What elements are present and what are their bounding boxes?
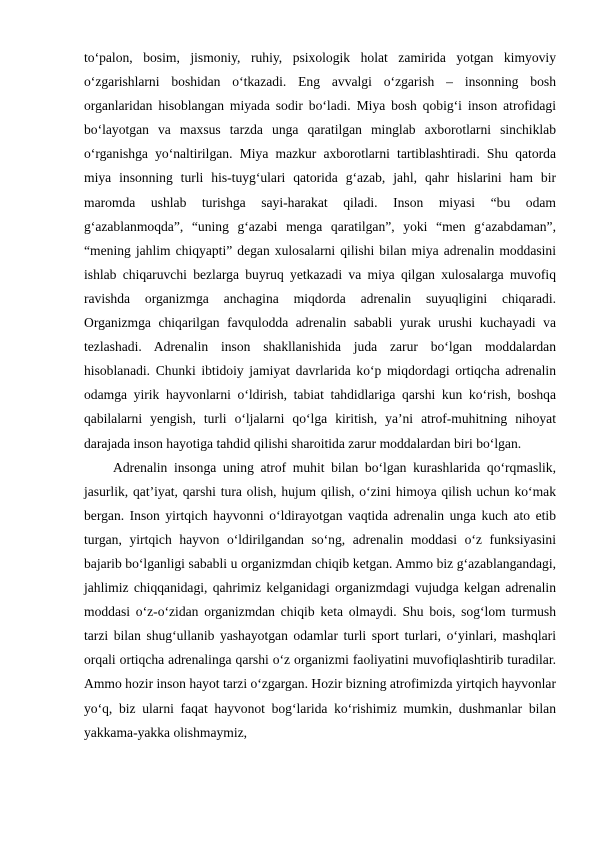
paragraph-1: to‘palon, bosim, jismoniy, ruhiy, psixologik holat zamirida yotgan kimyoviy o‘zgarishlarni boshidan o‘tkazadi. Eng avvalgi o‘zgarish – insonning bosh organlaridan hisoblangan miyada sodir bo‘ladi. Miya bosh qobig‘i inson atrofidagi bo‘layotgan va maxsus tarzda unga qaratilgan minglab axborotlarni sinchiklab o‘rganishga yo‘naltirilgan. Miya mazkur axborotlarni tartiblashtiradi. Shu qatorda miya insonning turli his-tuyg‘ulari qatorida g‘azab, jahl, qahr hislarini ham bir maromda ushlab turishga sayi-harakat qiladi. Inson miyasi “bu odam g‘azablanmoqda”, “uning g‘azabi menga qaratilgan”, yoki “men g‘azabdaman”, “mening jahlim chiqyapti” degan xulosalarni qilishi bilan miya adrenalin moddasini ishlab chiqaruvchi bezlarga buyruq yetkazadi va miya qilgan xulosalarga muvofiq ravishda organizmga anchagina miqdorda adrenalin suyuqligini chiqaradi. Organizmga chiqarilgan favqulodda adrenalin sababli yurak urushi kuchayadi va tezlashadi. Adrenalin inson shakllanishida juda zarur bo‘lgan moddalardan hisoblanadi. Chunki ibtidoiy jamiyat davrlarida ko‘p miqdordagi ortiqcha adrenalin odamga yirik hayvonlarni o‘ldirish, tabiat tahdidlariga qarshi kun ko‘rish, boshqa qabilalarni yengish, turli o‘ljalarni qo‘lga kiritish, ya’ni atrof-muhitning nihoyat darajada inson hayotiga tahdid qilishi sharoitida zarur moddalardan biri bo‘lgan. [84, 50, 556, 451]
paragraph-2: Adrenalin insonga uning atrof muhit bilan bo‘lgan kurashlarida qo‘rqmaslik, jasurlik, qat’iyat, qarshi tura olish, hujum qilish, o‘zini himoya qilish uchun ko‘mak bergan. Inson yirtqich hayvonni o‘ldirayotgan vaqtida adrenalin unga kuch ato etib turgan, yirtqich hayvon o‘ldirilgandan so‘ng, adrenalin moddasi o‘z funksiyasini bajarib bo‘lganligi sababli u organizmdan chiqib ketgan. Ammo biz g‘azablangandagi, jahlimiz chiqqanidagi, qahrimiz kelganidagi organizmdagi vujudga kelgan adrenalin moddasi o‘z-o‘zidan organizmdan chiqib keta olmaydi. Shu bois, sog‘lom turmush tarzi bilan shug‘ullanib yashayotgan odamlar turli sport turlari, o‘yinlari, mashqlari orqali ortiqcha adrenalinga qarshi o‘z organizmi faoliyatini muvofiqlashtirib turadilar. Ammo hozir inson hayot tarzi o‘zgargan. Hozir bizning atrofimizda yirtqich hayvonlar yo‘q, biz ularni faqat hayvonot bog‘larida ko‘rishimiz mumkin, dushmanlar bilan yakkama-yakka olishmaymiz, [84, 459, 556, 740]
document-page [84, 46, 556, 745]
